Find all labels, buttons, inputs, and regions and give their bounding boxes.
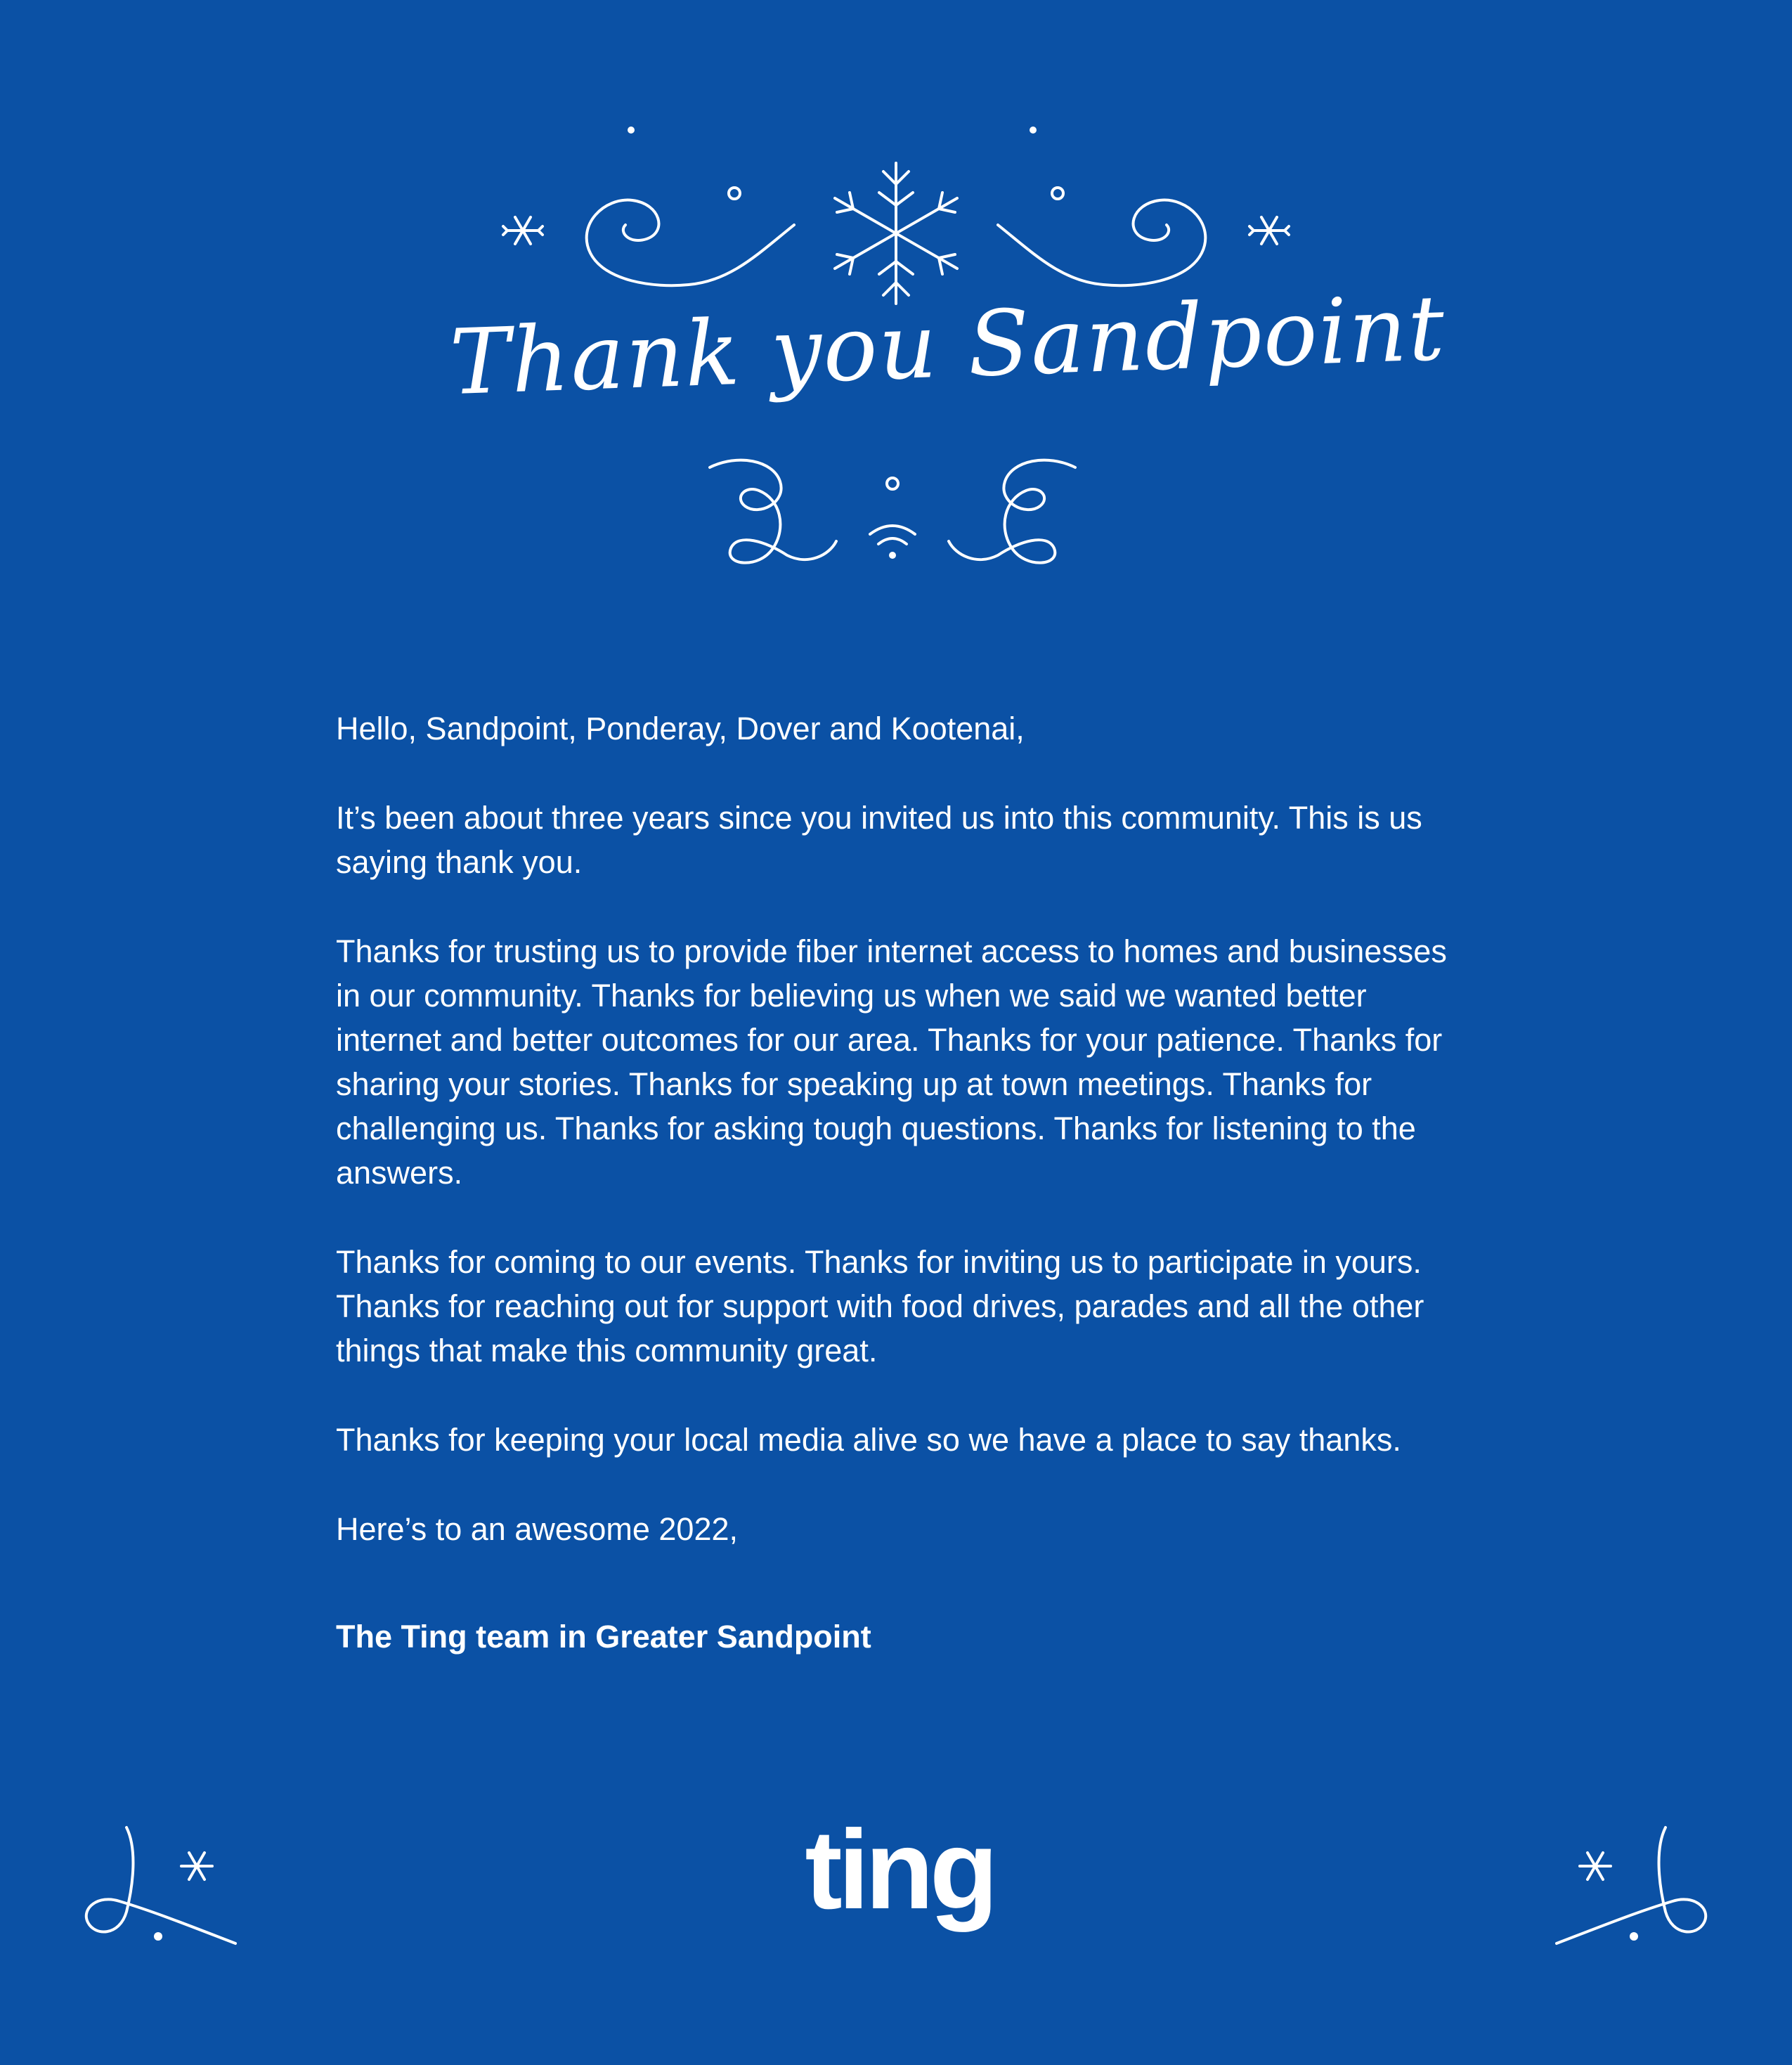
paragraph: Thanks for trusting us to provide fiber internet access to homes and businesses in our community. Thanks for believing us when we said we wanted better internet and better outcomes for our area. Thanks for your patience. Thanks for sharing your stories. Thanks for speaking up at town meetings. Thanks for challenging us. Thanks for asking tough questions. Thanks for listening to the answers.	[336, 933, 1447, 1191]
greeting: Hello, Sandpoint, Ponderay, Dover and Kootenai,	[336, 711, 1025, 746]
bottom-ornament	[696, 450, 1089, 590]
asterisk-icon	[1580, 1853, 1611, 1879]
paragraph: Thanks for coming to our events. Thanks for inviting us to participate in yours. Thanks for reaching out for support with food drives, parades and all the other things that make this community great.	[336, 1244, 1424, 1368]
signature: The Ting team in Greater Sandpoint	[336, 1619, 871, 1655]
letter-body	[336, 706, 1502, 1704]
swirl-ornament	[710, 460, 836, 563]
snowflake-icon	[1249, 217, 1289, 244]
swirl-ornament	[949, 460, 1075, 563]
swirl-ornament	[587, 200, 794, 286]
headline: Thank you Sandpoint	[448, 276, 1448, 416]
wifi-icon	[870, 526, 915, 559]
snowflake-icon	[835, 163, 957, 304]
paragraph: It’s been about three years since you invited us into this community. This is us saying thank you.	[336, 800, 1422, 880]
snowflake-icon	[503, 217, 543, 244]
corner-ornament-left	[77, 1813, 246, 1954]
paragraph: Thanks for keeping your local media alive so we have a place to say thanks.	[336, 1422, 1401, 1458]
closing: Here’s to an awesome 2022,	[336, 1511, 739, 1547]
swirl-ornament	[998, 200, 1205, 286]
asterisk-icon	[181, 1853, 212, 1879]
ting-logo: ting	[805, 1806, 994, 1932]
corner-ornament-right	[1546, 1813, 1715, 1954]
